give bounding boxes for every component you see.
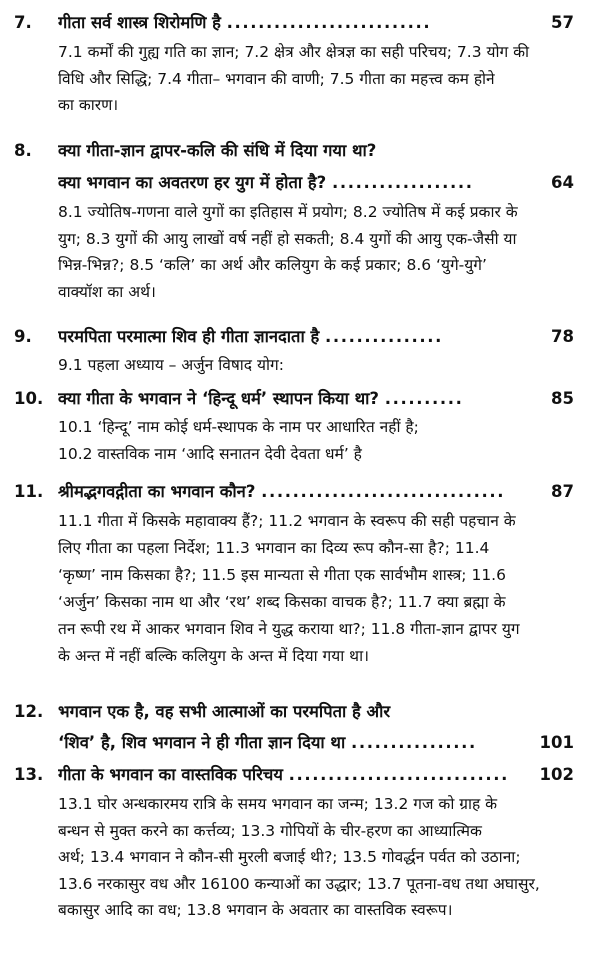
chapter-number: 10. — [14, 389, 44, 408]
chapter-11 — [0, 477, 600, 665]
subtopic-line: 8.1 ज्योतिष-गणना वाले युगों का इतिहास में प्रयोग; 8.2 ज्योतिष में कई प्रकार के — [58, 203, 518, 221]
subtopic-line: वाक्यॉश का अर्थ। — [58, 282, 156, 301]
chapter-heading-continued — [0, 728, 600, 757]
page-number: 102 — [536, 760, 574, 789]
leader-dots: ............... — [325, 327, 444, 346]
subtopic-line: लिए गीता का पहला निर्देश; 11.3 भगवान का दिव्य रूप कौन-सा है?; 11.4 — [58, 539, 490, 557]
chapter-10 — [0, 384, 600, 463]
chapter-title: क्या गीता-ज्ञान द्वापर-कलि की संधि में दिया गया था? — [58, 141, 377, 160]
subtopic-line: बकासुर आदि का वध; 13.8 भगवान के अवतार का वास्तविक स्वरूप। — [58, 901, 453, 919]
leader-dots: ................ — [350, 733, 477, 752]
chapter-number: 13. — [14, 765, 44, 784]
chapter-title: परमपिता परमात्मा शिव ही गीता ज्ञानदाता है — [58, 327, 320, 346]
subtopic-line: विधि और सिद्धि; 7.4 गीता– भगवान की वाणी; 7.5 गीता का महत्त्व कम होने — [58, 69, 495, 88]
chapter-heading — [0, 322, 600, 351]
leader-dots: .......... — [384, 389, 464, 408]
leader-dots: .......................... — [226, 13, 432, 32]
page-number: 64 — [547, 168, 574, 197]
chapter-title: गीता सर्व शास्त्र शिरोमणि है — [58, 13, 221, 32]
chapter-7 — [0, 8, 600, 114]
chapter-number: 8. — [14, 141, 32, 160]
chapter-12 — [0, 697, 600, 757]
chapter-title: ‘शिव’ है, शिव भगवान ने ही गीता ज्ञान दिया था — [58, 733, 346, 752]
chapter-title: क्या गीता के भगवान ने ‘हिन्दू धर्म’ स्थापन किया था? — [58, 389, 379, 408]
subtopic-line: 13.1 घोर अन्धकारमय रात्रि के समय भगवान का जन्म; 13.2 गज को ग्राह के — [58, 795, 498, 813]
chapter-number: 12. — [14, 702, 44, 721]
subtopic-line: 7.1 कर्मों की गुह्य गति का ज्ञान; 7.2 क्षेत्र और क्षेत्रज्ञ का सही परिचय; 7.3 योग की — [58, 43, 530, 61]
subtopic-line: युग; 8.3 युगों की आयु लाखों वर्ष नहीं हो सकती; 8.4 युगों की आयु एक-जैसी या — [58, 229, 517, 248]
leader-dots: ............................ — [288, 765, 509, 784]
chapter-heading — [0, 697, 600, 726]
chapter-number: 7. — [14, 13, 32, 32]
leader-dots: ............................... — [261, 482, 506, 501]
page-number: 101 — [536, 728, 574, 757]
subtopic-line: 13.6 नरकासुर वध और 16100 कन्याओं का उद्धार; 13.7 पूतना-वध तथा अघासुर, — [58, 874, 540, 893]
subtopic-line: ‘कृष्ण’ नाम किसका है?; 11.5 इस मान्यता से गीता एक सार्वभौम शास्त्र; 11.6 — [58, 566, 506, 584]
page-number: 78 — [547, 322, 574, 351]
chapter-heading — [0, 384, 600, 413]
chapter-title: गीता के भगवान का वास्तविक परिचय — [58, 765, 283, 784]
chapter-heading-continued — [0, 168, 600, 197]
subtopic-line: का कारण। — [58, 96, 119, 114]
subtopic-line: बन्धन से मुक्त करने का कर्त्तव्य; 13.3 गोपियों के चीर-हरण का आध्यात्मिक — [58, 821, 482, 840]
subtopic-line: ‘अर्जुन’ किसका नाम था और ‘रथ’ शब्द किसका वाचक है?; 11.7 क्या ब्रह्मा के — [58, 593, 506, 611]
subtopic-line: 10.2 वास्तविक नाम ‘आदि सनातन देवी देवता धर्म’ है — [58, 444, 362, 463]
chapter-heading — [0, 8, 600, 37]
subtopic-line: 10.1 ‘हिन्दू’ नाम कोई धर्म-स्थापक के नाम पर आधारित नहीं है; — [58, 418, 419, 436]
page-number: 57 — [547, 8, 574, 37]
subtopic-line: अर्थ; 13.4 भगवान ने कौन-सी मुरली बजाई थी?; 13.5 गोवर्द्धन पर्वत को उठाना; — [58, 848, 521, 866]
subtopic-line: 9.1 पहला अध्याय – अर्जुन विषाद योग: — [58, 356, 284, 374]
chapter-13 — [0, 760, 600, 919]
subtopic-line: के अन्त में नहीं बल्कि कलियुग के अन्त में दिया गया था। — [58, 647, 369, 665]
page-number: 87 — [547, 477, 574, 506]
chapter-8 — [0, 136, 600, 301]
chapter-title: श्रीमद्भगवद्गीता का भगवान कौन? — [58, 482, 256, 501]
subtopic-line: तन रूपी रथ में आकर भगवान शिव ने युद्ध कराया था?; 11.8 गीता-ज्ञान द्वापर युग — [58, 620, 520, 638]
chapter-heading — [0, 760, 600, 789]
leader-dots: .................. — [331, 173, 474, 192]
subtopic-line: 11.1 गीता में किसके महावाक्य हैं?; 11.2 भगवान के स्वरूप की सही पहचान के — [58, 512, 516, 530]
chapter-heading — [0, 136, 600, 165]
chapter-title: भगवान एक है, वह सभी आत्माओं का परमपिता है और — [58, 702, 391, 721]
chapter-number: 9. — [14, 327, 32, 346]
chapter-heading — [0, 477, 600, 506]
subtopic-line: भिन्न-भिन्न?; 8.5 ‘कलि’ का अर्थ और कलियुग के कई प्रकार; 8.6 ‘युगे-युगे’ — [58, 256, 487, 274]
page-number: 85 — [547, 384, 574, 413]
chapter-number: 11. — [14, 482, 44, 501]
chapter-title: क्या भगवान का अवतरण हर युग में होता है? — [58, 173, 327, 192]
chapter-9 — [0, 322, 600, 374]
